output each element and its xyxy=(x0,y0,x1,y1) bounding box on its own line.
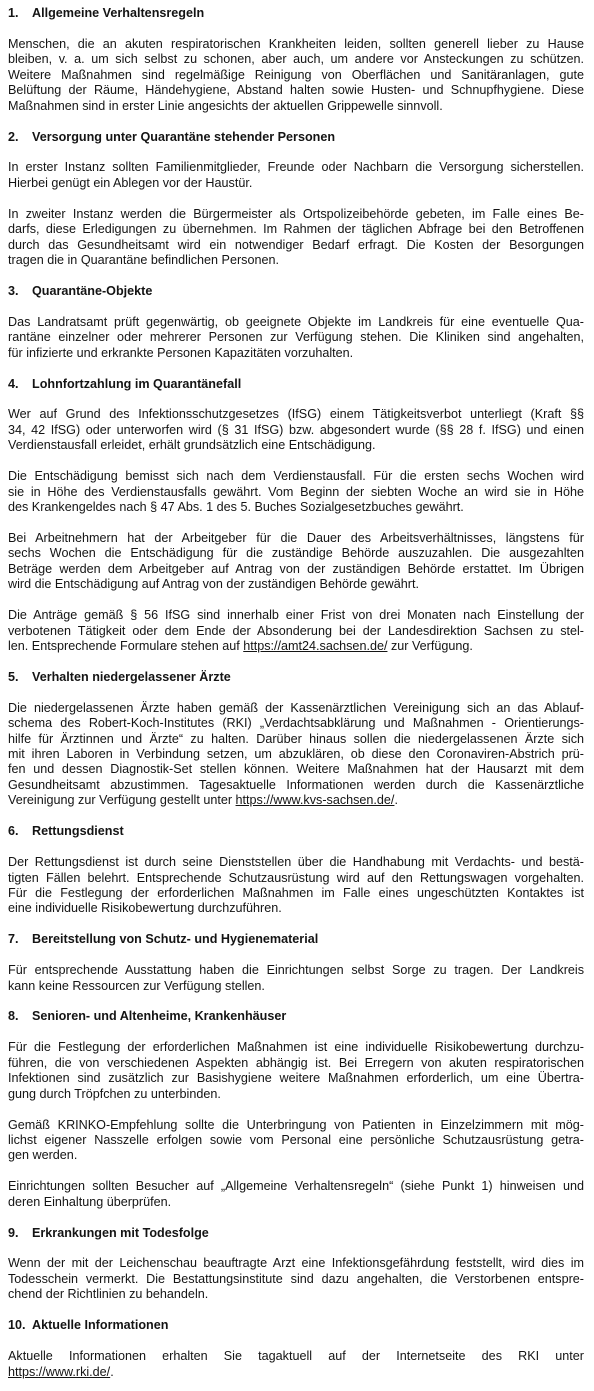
text-line: führen, die von verschiedenen Aspekten abhängig ist. Bei Erregern von akuten respiratorischen xyxy=(8,1055,584,1070)
text-segment: . xyxy=(110,1364,114,1379)
section-8 xyxy=(8,1009,584,1210)
paragraph xyxy=(8,531,584,593)
text-line: sechs Wochen die Entschädigung für die zuständige Behörde auszuzahlen. Die ausgezahlten xyxy=(8,546,584,561)
text-line: Wer auf Grund des Infektionsschutzgesetzes (IfSG) einem Tätigkeitsverbot unterliegt (Kraft §§ xyxy=(8,407,584,422)
text-segment: Vereinigung zur Verfügung gestellt unter xyxy=(8,793,236,808)
paragraph xyxy=(8,963,584,994)
section-heading xyxy=(8,932,584,947)
text-segment: len. Entsprechende Formulare stehen auf xyxy=(8,638,244,653)
section-heading xyxy=(8,377,584,392)
text-line: Weitere Maßnahmen sind regelmäßige Reinigung von Oberflächen und Sanitäranlagen, gute xyxy=(8,67,584,82)
text-line: hilfe für Ärztinnen und Ärzte“ zu halten. Darüber hinaus sollen die niedergelassenen Ärzte sich xyxy=(8,731,584,746)
section-number: 2. xyxy=(8,129,19,144)
text-line: Menschen, die an akuten respiratorischen Krankheiten leiden, sollten generell lieber zu Hause xyxy=(8,36,584,51)
text-line: Beträge werden dem Arbeitgeber auf Antrag von der zuständigen Behörde erstattet. Im Übrigen xyxy=(8,561,584,576)
text-line: schema des Robert-Koch-Institutes (RKI) „Verdachtsabklärung und Maßnahmen - Orientierungs- xyxy=(8,716,584,731)
text-line: Gemäß KRINKO-Empfehlung sollte die Unterbringung von Patienten in Einzelzimmern mit mög- xyxy=(8,1117,584,1132)
text-line: Das Landratsamt prüft gegenwärtig, ob geeignete Objekte im Landkreis für eine eventuelle Qua- xyxy=(8,314,584,329)
section-title: Senioren- und Altenheime, Krankenhäuser xyxy=(32,1009,287,1024)
paragraph xyxy=(8,1179,584,1210)
text-line: Verdienstausfall erleidet, erhält grundsätzlich eine Entschädigung. xyxy=(8,438,376,453)
text-line: Der Rettungsdienst ist durch seine Dienststellen über die Handhabung mit Verdachts- und bestä- xyxy=(8,855,584,870)
text-line: gen werden. xyxy=(8,1148,78,1163)
section-title: Versorgung unter Quarantäne stehender Personen xyxy=(32,129,336,144)
text-line: Einrichtungen sollten Besucher auf „Allgemeine Verhaltensregeln“ (siehe Punkt 1) hinweisen und xyxy=(8,1179,584,1194)
text-line: 34, 42 IfSG) oder unterworfen wird (§ 31 IfSG) bzw. abgesondert wurde (§§ 28 f. IfSG) und einen xyxy=(8,422,584,437)
text-line: Todesschein vermerkt. Die Bestattungsinstitute sind dazu angehalten, die Verstorbenen entspre- xyxy=(8,1271,584,1286)
text-line: fen und dessen Diagnostik-Set stellen können. Weitere Maßnahmen hat der Hausarzt mit dem xyxy=(8,762,584,777)
section-title: Lohnfortzahlung im Quarantänefall xyxy=(32,376,242,391)
paragraph xyxy=(8,701,584,809)
text-line xyxy=(8,1365,584,1380)
section-heading xyxy=(8,1009,584,1024)
text-line: Wenn der mit der Leichenschau beauftragte Arzt eine Infektionsgefährdung feststellt, wird dies im xyxy=(8,1256,584,1271)
section-heading xyxy=(8,1226,584,1241)
text-line: Gesundheitsamt abzustimmen. Tagesaktuelle Informationen werden durch die Kassenärztliche xyxy=(8,777,584,792)
paragraph xyxy=(8,160,584,191)
section-title: Rettungsdienst xyxy=(32,824,124,839)
section-heading xyxy=(8,6,584,21)
text-line: sie in Höhe des Verdienstausfalls gewährt. Vom Beginn der siebten Woche an wird sie in Höhe xyxy=(8,484,584,499)
section-heading xyxy=(8,284,584,299)
section-number: 5. xyxy=(8,669,19,684)
section-7 xyxy=(8,932,584,994)
section-heading xyxy=(8,824,584,839)
section-10 xyxy=(8,1318,584,1380)
section-number: 8. xyxy=(8,1009,19,1024)
paragraph xyxy=(8,407,584,453)
text-line: In erster Instanz sollten Familienmitglieder, Freunde oder Nachbarn die Versorgung sicherstellen. xyxy=(8,160,584,175)
paragraph xyxy=(8,855,584,917)
text-line xyxy=(8,639,584,654)
section-title: Allgemeine Verhaltensregeln xyxy=(32,6,205,20)
hyperlink[interactable]: https://www.rki.de/ xyxy=(8,1364,111,1379)
text-line: Bei Arbeitnehmern hat der Arbeitgeber für die Dauer des Arbeitsverhältnisses, längstens für xyxy=(8,530,584,545)
text-line: Für entsprechende Ausstattung haben die Einrichtungen selbst Sorge zu tragen. Der Landkreis xyxy=(8,963,584,978)
text-line: Hierbei genügt ein Ablegen vor der Haustür. xyxy=(8,175,253,190)
paragraph xyxy=(8,1349,584,1380)
text-line: tigten Fällen belehrt. Entsprechende Schutzausrüstung wird auf den Rettungswagen vorgehalten. xyxy=(8,870,584,885)
text-line: gung durch Tröpfchen zu unterbinden. xyxy=(8,1086,221,1101)
text-line xyxy=(8,793,584,808)
text-segment: zur Verfügung. xyxy=(387,638,473,653)
paragraph xyxy=(8,207,584,269)
text-line: bleiben, v. a. um sich selbst zu schonen, aber auch, um andere vor Ansteckungen zu schützen. xyxy=(8,52,584,67)
text-line: tragen die in Quarantäne befindlichen Personen. xyxy=(8,253,279,267)
section-3 xyxy=(8,284,584,361)
text-line: durch das Gesundheitsamt wird ein notwendiger Bedarf erfragt. Die Kosten der Besorgungen xyxy=(8,237,584,252)
section-title: Quarantäne-Objekte xyxy=(32,283,153,298)
section-title: Aktuelle Informationen xyxy=(32,1318,169,1333)
section-number: 4. xyxy=(8,376,19,391)
section-title: Erkrankungen mit Todesfolge xyxy=(32,1225,209,1240)
section-number: 6. xyxy=(8,824,19,839)
text-line: deren Einhaltung überprüfen. xyxy=(8,1194,172,1209)
section-heading xyxy=(8,1318,584,1333)
section-number: 9. xyxy=(8,1225,19,1240)
section-number: 10. xyxy=(8,1318,26,1333)
section-6 xyxy=(8,824,584,917)
text-line: chend der Richtlinien zu behandeln. xyxy=(8,1287,209,1302)
text-line: Die Entschädigung bemisst sich nach dem Verdienstausfall. Für die ersten sechs Wochen wird xyxy=(8,469,584,484)
section-2 xyxy=(8,130,584,269)
text-line: Infektionen sind zusätzlich zur Basishygiene weitere Maßnahmen erforderlich, um eine Übertra- xyxy=(8,1071,584,1086)
text-line: eine individuelle Risikobewertung durchzuführen. xyxy=(8,901,282,916)
text-line: kann keine Ressourcen zur Verfügung stellen. xyxy=(8,978,265,993)
section-9 xyxy=(8,1226,584,1303)
text-line: rantäne einzelner oder mehrerer Personen zur Verfügung stehen. Die Kliniken sind angehalten, xyxy=(8,330,584,345)
paragraph xyxy=(8,1256,584,1302)
text-line: für infizierte und erkrankte Personen Kapazitäten vorzuhalten. xyxy=(8,345,354,360)
paragraph xyxy=(8,1040,584,1102)
section-5 xyxy=(8,670,584,809)
text-line: mit ihren Laboren in Verbindung setzen, um abzuklären, ob diese den Coronaviren-Abstrich prü- xyxy=(8,747,584,761)
text-line: Maßnahmen sind in erster Linie angesichts der aktuellen Grippewelle sinnvoll. xyxy=(8,98,443,113)
text-line: Die Anträge gemäß § 56 IfSG sind innerhalb einer Frist von drei Monaten nach Einstellung der xyxy=(8,608,584,623)
paragraph xyxy=(8,315,584,361)
hyperlink[interactable]: https://www.kvs-sachsen.de/ xyxy=(235,793,395,808)
section-1 xyxy=(8,6,584,114)
text-line: Aktuelle Informationen erhalten Sie tagaktuell auf der Internetseite des RKI unter xyxy=(8,1349,584,1364)
section-4 xyxy=(8,377,584,655)
section-heading xyxy=(8,670,584,685)
text-line: Für die Festlegung der erforderlichen Maßnahmen ist eine individuelle Risikobewertung durchzu- xyxy=(8,1040,584,1055)
paragraph xyxy=(8,608,584,654)
text-line: In zweiter Instanz werden die Bürgermeister als Ortspolizeibehörde gebeten, im Falle eines Be- xyxy=(8,206,584,221)
section-title: Bereitstellung von Schutz- und Hygienematerial xyxy=(32,932,319,947)
text-line: Für die Festlegung der erforderlichen Maßnahmen im Falle eines ungeschützten Kontaktes ist xyxy=(8,885,584,900)
paragraph xyxy=(8,37,584,114)
paragraph xyxy=(8,469,584,515)
text-line: Belüftung der Räume, Händehygiene, Abstand halten sowie Husten- und Schnupfhygiene. Diese xyxy=(8,83,584,98)
section-number: 1. xyxy=(8,6,19,20)
text-segment: . xyxy=(394,793,398,808)
section-heading xyxy=(8,130,584,145)
text-line: darfs, diese Erledigungen zu übernehmen. Im Rahmen der täglichen Abfrage bei den Betroffenen xyxy=(8,222,584,237)
paragraph xyxy=(8,1118,584,1164)
section-title: Verhalten niedergelassener Ärzte xyxy=(32,669,231,684)
section-number: 7. xyxy=(8,932,19,947)
text-line: wird die Entschädigung auf Antrag von der zuständigen Behörde gewährt. xyxy=(8,577,419,592)
text-line: Die niedergelassenen Ärzte haben gemäß der Kassenärztlichen Vereinigung sich an das Ablauf- xyxy=(8,700,584,715)
text-line: des Krankengeldes nach § 47 Abs. 1 des 5. Buches Sozialgesetzbuches gewährt. xyxy=(8,500,464,514)
text-line: lichst eigener Nasszelle erfolgen sowie vom Personal eine persönliche Schutzausrüstung getra- xyxy=(8,1132,584,1147)
hyperlink[interactable]: https://amt24.sachsen.de/ xyxy=(243,638,388,653)
text-line: verbotenen Tätigkeit oder dem Ende der Absonderung bei der Landesdirektion Sachsen zu stel- xyxy=(8,623,584,638)
section-number: 3. xyxy=(8,283,19,298)
